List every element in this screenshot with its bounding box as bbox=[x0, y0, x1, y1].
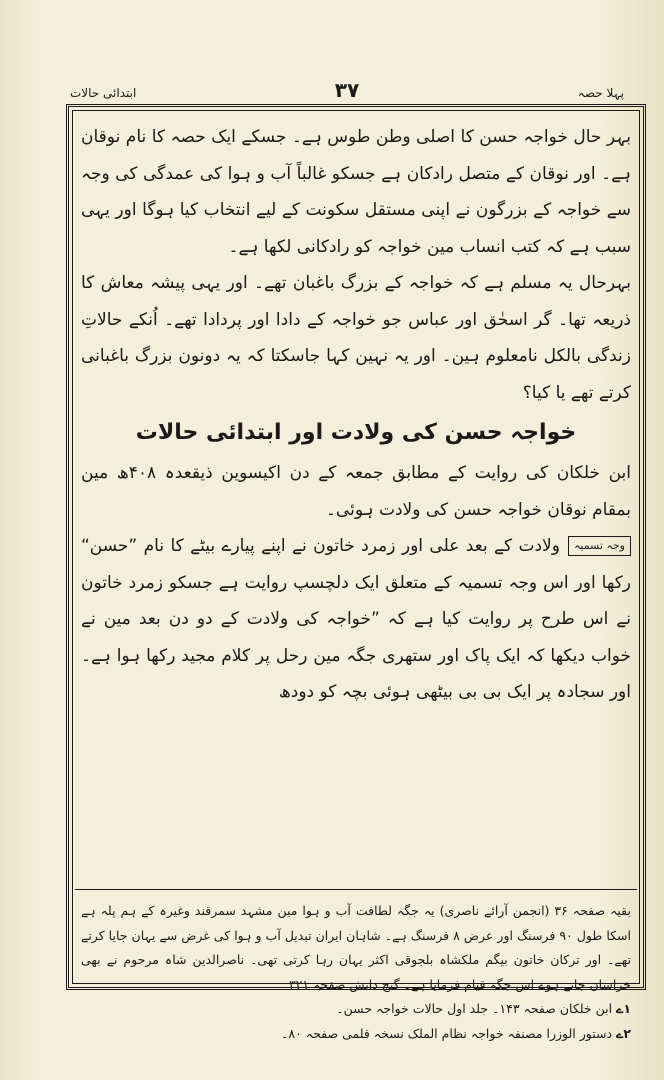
footnote-divider bbox=[75, 889, 637, 890]
section-heading: خواجہ حسن کی ولادت اور ابتدائی حالات bbox=[135, 420, 577, 445]
footnote-marker: ۱ے bbox=[616, 1001, 631, 1016]
footnote-2 bbox=[81, 1022, 631, 1047]
footnote-text: دستور الوزرا مصنفہ خواجہ نظام الملک نسخہ قلمی صفحہ ۸۰۔ bbox=[281, 1025, 613, 1041]
page-number: ۳۷ bbox=[334, 78, 360, 102]
margin-note: وجہ تسمیہ bbox=[568, 536, 631, 556]
footnote-marker: ۲ے bbox=[616, 1025, 631, 1041]
paragraph-naming bbox=[81, 528, 631, 711]
footnote-continued: بقیہ صفحہ ۳۶ (انجمن آرائے ناصری) یہ جگہ لطافت آب و ہوا مین مشہد سمرقند وغیرہ کے ہم پلہ ہے اسکا طول ۹۰ فرسنگ اور عرض ۸ فرسنگ ہے۔ شاہان ایران تبدیل آب و ہوا کی غرض سے یہان جایا کرتے تھے۔ اور ترکان خاتون بیگم ملکشاہ بلجوقی اکثر یہان رہا کرتی تھی۔ ناصرالدین شاہ مرحوم نے بھی خراسان جاتے ہوے اس جگہ قیام فرمایا ہے۔ گنج دانش صفحہ ۳۲۱ bbox=[81, 903, 631, 992]
running-head-part: پہلا حصہ bbox=[577, 86, 624, 100]
footnote-text: ابن خلکان صفحہ ۱۴۳۔ جلد اول حالات خواجہ حسن۔ bbox=[336, 1001, 613, 1016]
paragraph-birth: ابن خلکان کی روایت کے مطابق جمعہ کے دن اکیسوین ذیقعدہ ۴۰۸ھ مین بمقام نوقان خواجہ حسن کی ولادت ہوئی۔ bbox=[81, 463, 631, 520]
page-border bbox=[66, 104, 646, 1041]
main-text bbox=[81, 119, 631, 711]
footnote-1 bbox=[81, 997, 631, 1022]
paragraph-naming-text: ولادت کے بعد علی اور زمرد خاتون نے اپنے پیارے بیٹے کا نام ”حسن“ رکھا اور اس وجہ تسمیہ کے متعلق ایک دلچسپ روایت ہے جسکو زمرد خاتون نے اس طرح پر روایت کیا ہے کہ ”خواجہ کی ولادت کے دو دن بعد مین نے خواب دیکھا کہ ایک پاک اور ستھری جگہ مین رحل پر کلام مجید رکھا ہوا ہے۔ اور سجادہ پر ایک بی بی بیٹھی ہوئی بچہ کو دودھ bbox=[81, 536, 631, 702]
footnotes bbox=[81, 899, 631, 1046]
paragraph-origin: بہر حال خواجہ حسن کا اصلی وطن طوس ہے۔ جسکے ایک حصہ کا نام نوقان ہے۔ اور نوقان کے متصل رادکان ہے جسکو غالباً آب و ہوا کی عمدگی کی وجہ سے خواجہ کے بزرگون نے اپنی مستقل سکونت کے لیے انتخاب کیا ہوگا اور یہی سبب ہے کہ کتب انساب مین خواجہ کو رادکانی لکھا ہے۔ bbox=[81, 127, 631, 257]
running-head-chapter: ابتدائی حالات bbox=[70, 86, 137, 100]
paragraph-ancestors: بہرحال یہ مسلم ہے کہ خواجہ کے بزرگ باغبان تھے۔ اور یہی پیشہ معاش کا ذریعہ تھا۔ گر اسحٰق اور عباس جو خواجہ کے دادا اور پردادا تھے۔ اُنکے حالاتِ زندگی بالکل نامعلوم ہین۔ اور یہ نہین کہا جاسکتا کہ یہ دونون بزرگ باغبانی کرتے تھے یا کیا؟ bbox=[81, 273, 631, 403]
